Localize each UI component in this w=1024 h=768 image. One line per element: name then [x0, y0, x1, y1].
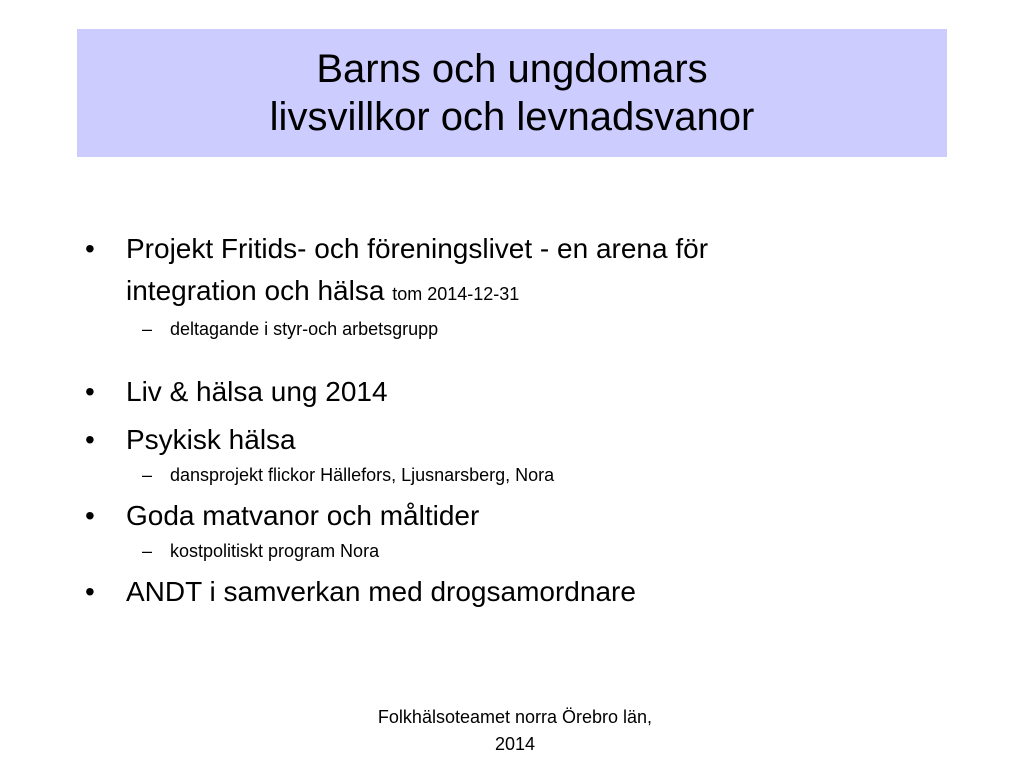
bullet-item-psykisk-halsa — [85, 419, 965, 461]
dash-icon: – — [142, 541, 153, 561]
bullet-item-psykisk-halsa-text: Psykisk hälsa — [126, 424, 296, 455]
sub-item-dansprojekt — [85, 461, 965, 489]
bullet-list — [85, 228, 965, 613]
sub-item-kostpolitiskt-text: kostpolitiskt program Nora — [170, 541, 380, 561]
bullet-icon: • — [85, 376, 95, 407]
footer-line-1: Folkhälsoteamet norra Örebro län, — [377, 707, 653, 727]
bullet-item-matvanor-text: Goda matvanor och måltider — [126, 500, 480, 531]
sub-item-deltagande — [85, 315, 965, 343]
sub-item-dansprojekt-text: dansprojekt flickor Hällefors, Ljusnarsberg, Nora — [170, 465, 555, 485]
footer-line-2: 2014 — [494, 734, 536, 754]
slide-title-line-2: livsvillkor och levnadsvanor — [269, 95, 755, 139]
bullet-item-matvanor — [85, 495, 965, 537]
bullet-item-projekt-note: tom 2014-12-31 — [392, 284, 520, 304]
bullet-item-projekt-line-2: integration och hälsa — [126, 275, 385, 306]
bullet-item-andt-text: ANDT i samverkan med drogsamordnare — [126, 576, 636, 607]
bullet-item-liv-halsa — [85, 371, 965, 413]
bullet-icon: • — [85, 233, 95, 264]
bullet-item-andt — [85, 571, 965, 613]
bullet-icon: • — [85, 424, 95, 455]
bullet-icon: • — [85, 500, 95, 531]
bullet-item-liv-halsa-text: Liv & hälsa ung 2014 — [126, 376, 388, 407]
bullet-icon: • — [85, 576, 95, 607]
dash-icon: – — [142, 319, 153, 339]
sub-item-deltagande-text: deltagande i styr-och arbetsgrupp — [170, 319, 439, 339]
slide-footer — [330, 704, 700, 758]
bullet-item-projekt — [85, 228, 965, 315]
dash-icon: – — [142, 465, 153, 485]
bullet-item-projekt-line-1: Projekt Fritids- och föreningslivet - en arena för — [126, 233, 709, 264]
sub-item-kostpolitiskt — [85, 537, 965, 565]
slide-title-box — [77, 29, 947, 157]
slide-title-line-1: Barns och ungdomars — [316, 47, 708, 91]
